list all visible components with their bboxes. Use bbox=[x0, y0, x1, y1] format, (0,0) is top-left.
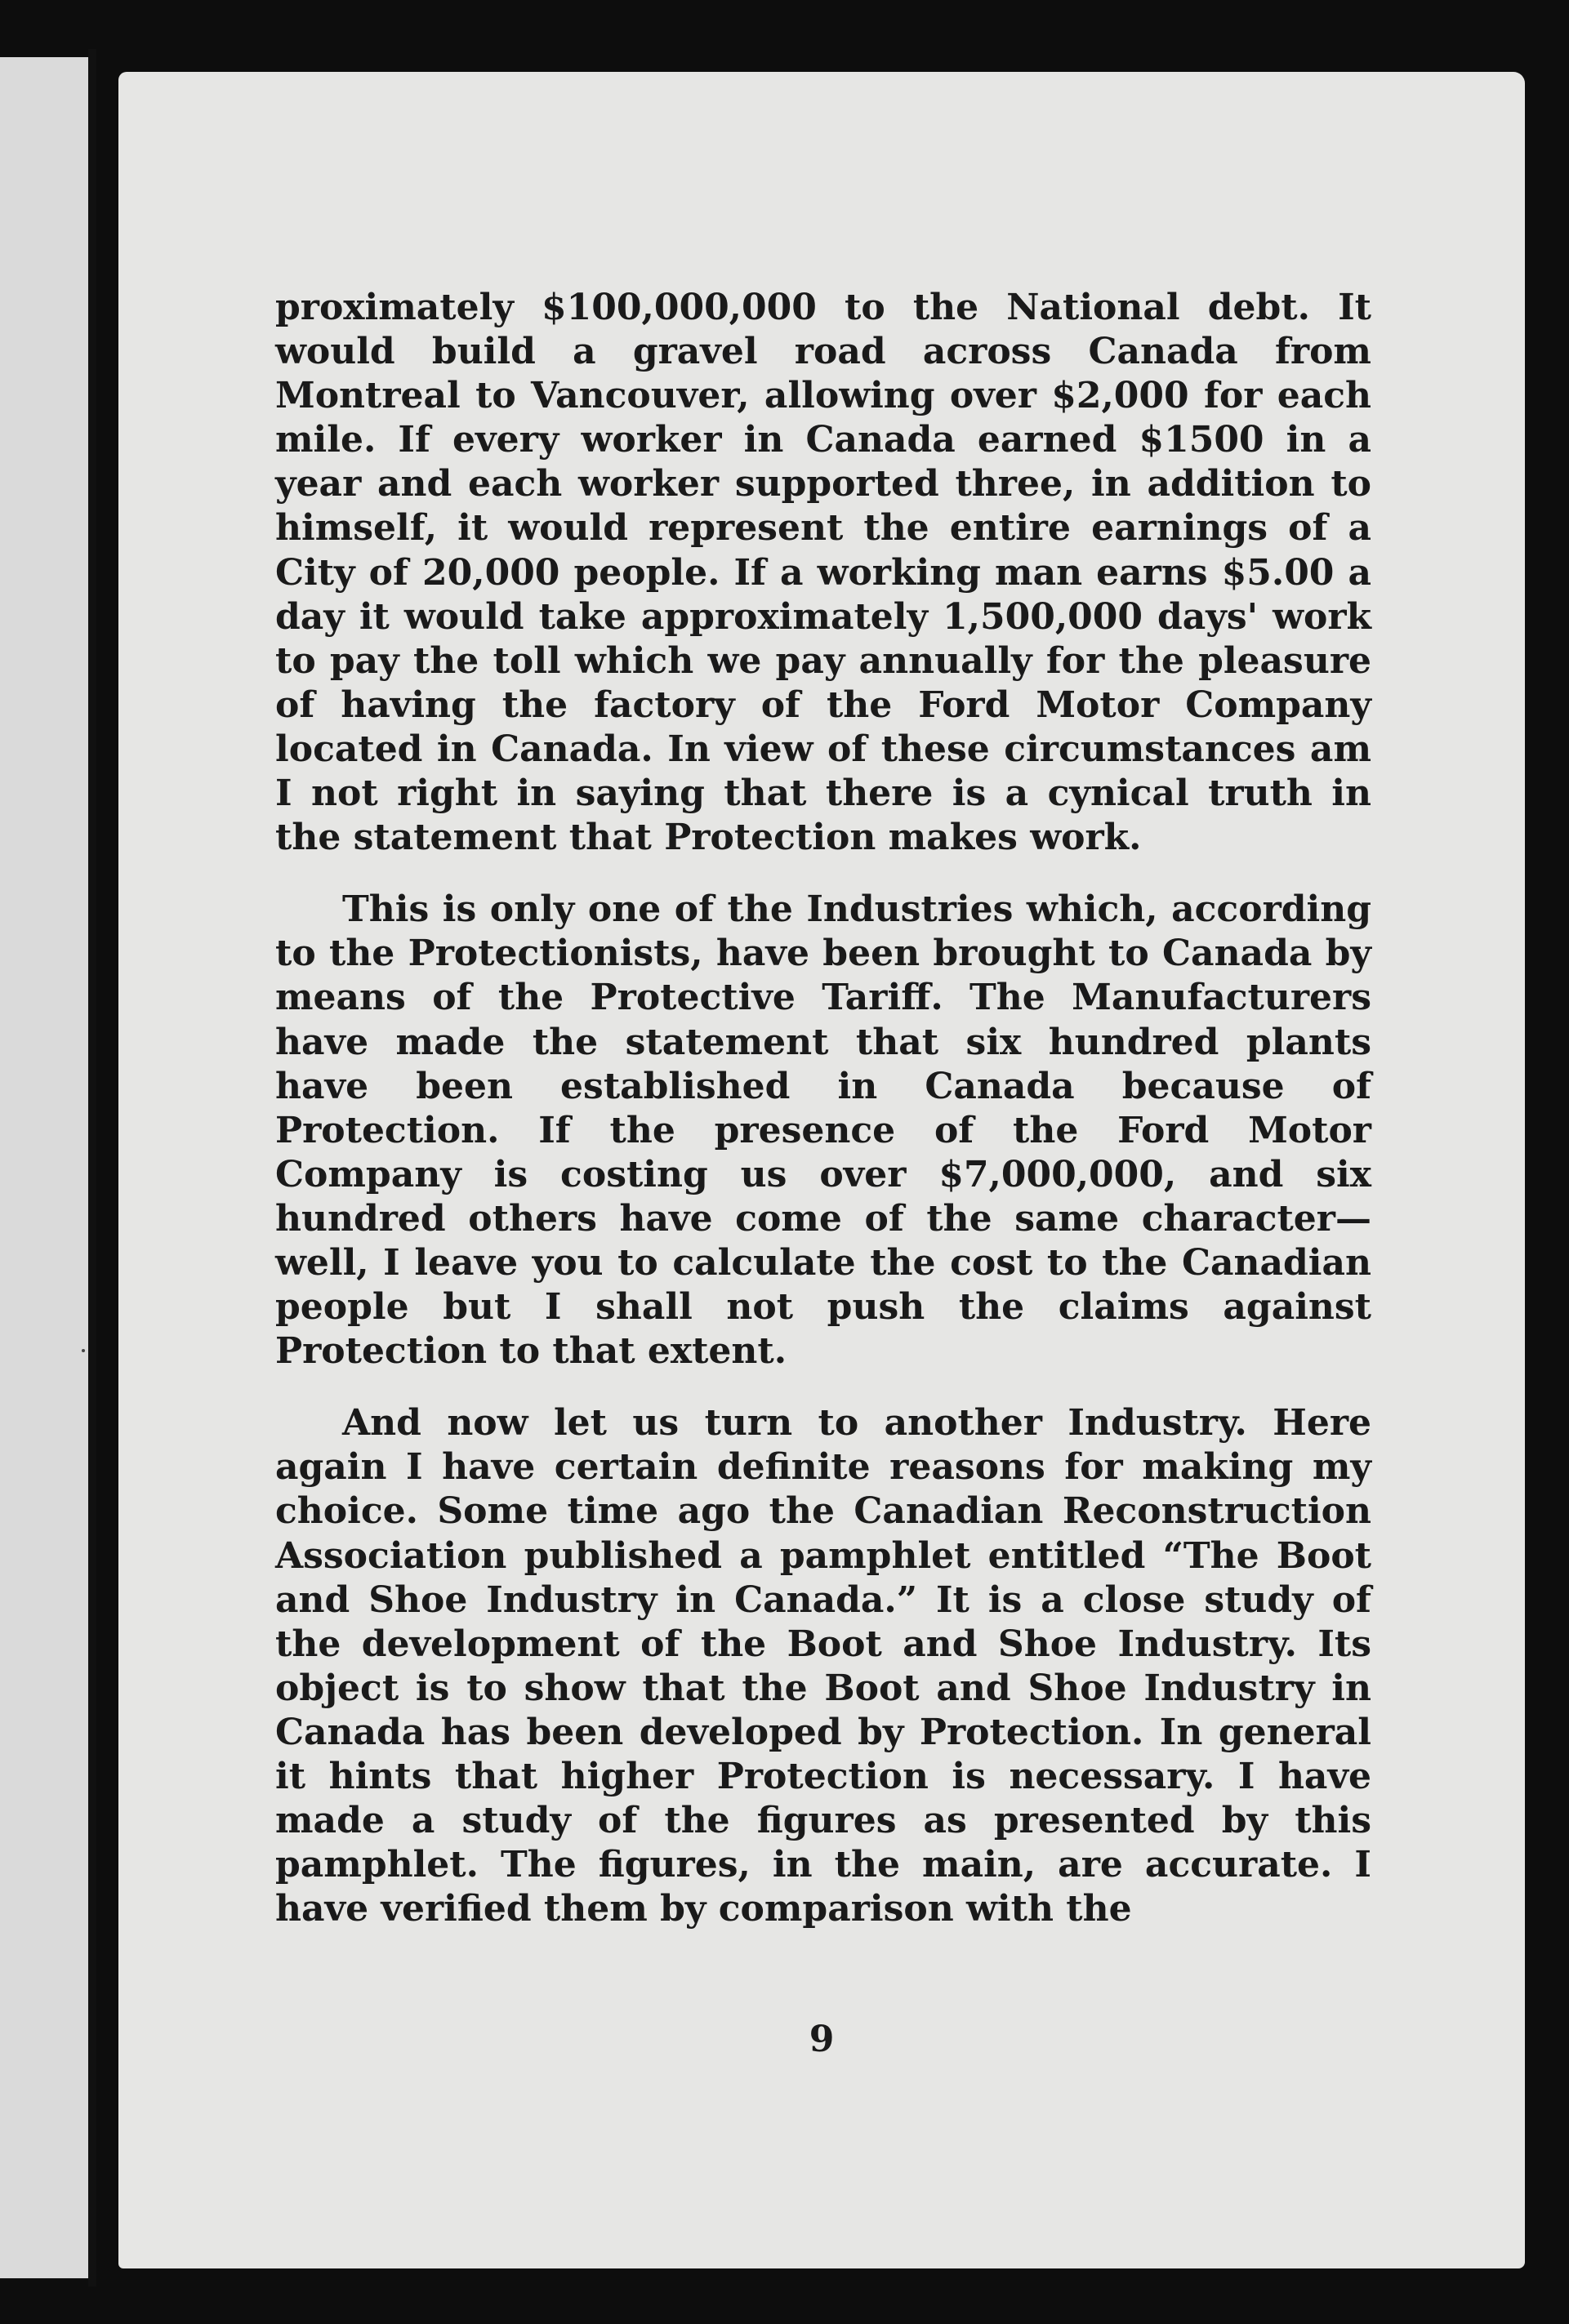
previous-page-edge bbox=[0, 57, 88, 2278]
scan-speck bbox=[82, 1349, 85, 1352]
book-page bbox=[118, 72, 1525, 2268]
paragraph-2: This is only one of the Industries which, according to the Protectionists, have been brought to Canada by means of the Protective Tariff. The Manufacturers have made the statement that six hundred plants have been established in Canada because of Protection. If the presence of the Ford Motor Company is costing us over $7,000,000, and six hundred others have come of the same character—well, I leave you to calculate the cost to the Canadian people but I shall not push the claims against Protection to that extent. bbox=[275, 888, 1371, 1373]
paragraph-1: proximately $100,000,000 to the National debt. It would build a gravel road across Canada from Montreal to Vancouver, allowing over $2,000 for each mile. If every worker in Canada earned $1500 in a year and each worker supported three, in addition to himself, it would represent the entire earnings of a City of 20,000 people. If a working man earns $5.00 a day it would take approximately 1,500,000 days' work to pay the toll which we pay annually for the pleasure of having the factory of the Ford Motor Company located in Canada. In view of these circumstances am I not right in saying that there is a cynical truth in the statement that Protection makes work. bbox=[275, 287, 1371, 859]
paragraph-3: And now let us turn to another Industry. Here again I have certain definite reasons for making my choice. Some time ago the Canadian Reconstruction Association published a pamphlet entitled “The Boot and Shoe Industry in Canada.” It is a close study of the development of the Boot and Shoe Industry. Its object is to show that the Boot and Shoe Industry in Canada has been developed by Protection. In general it hints that higher Protection is necessary. I have made a study of the figures as presented by this pamphlet. The figures, in the main, are accurate. I have verified them by comparison with the bbox=[275, 1402, 1371, 1930]
body-text bbox=[275, 286, 1371, 1931]
book-spine bbox=[88, 49, 96, 2286]
page-number: 9 bbox=[809, 2019, 835, 2060]
